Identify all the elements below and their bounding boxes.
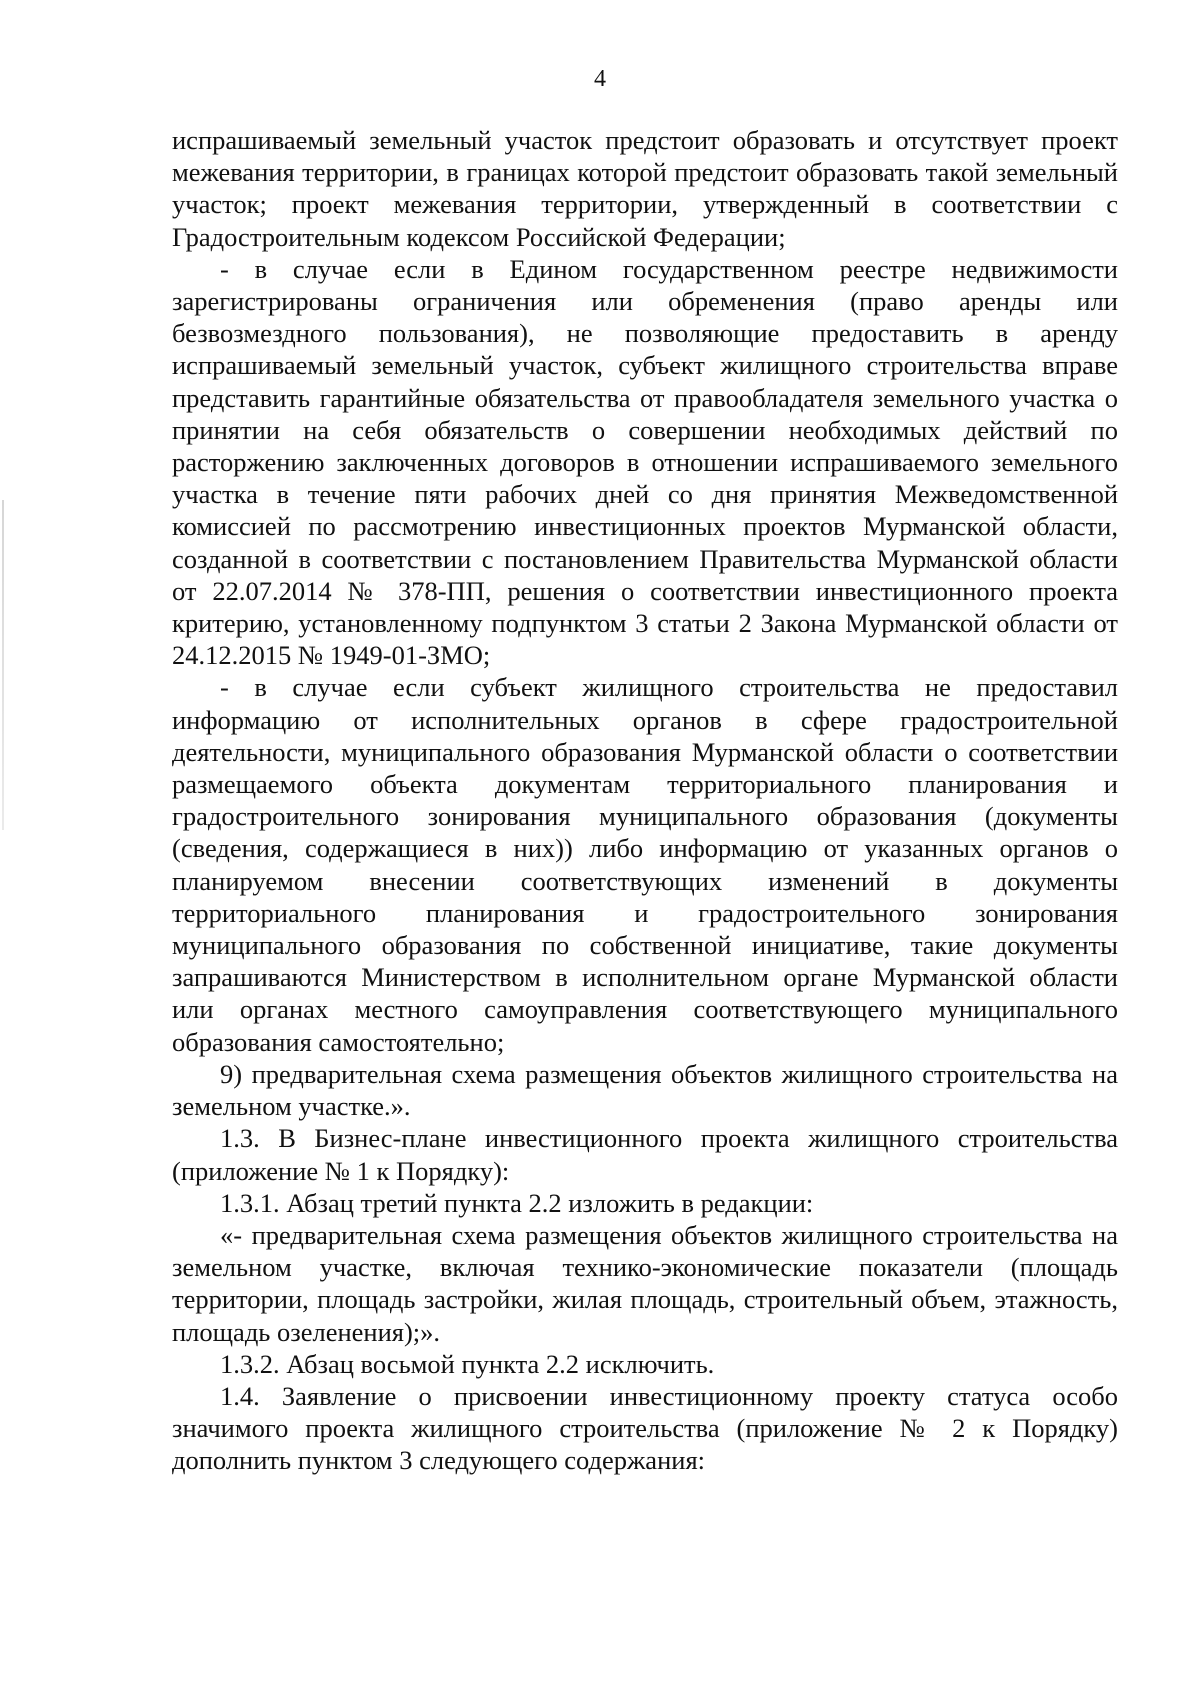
paragraph-urban-planning-clause: - в случае если субъект жилищного строительства не предоставил информацию от исполнительных органов в сфере градостроительной деятельности, муниципального образования Мурманской области о соответствии размещаемого объекта документам территориального планирования и градостроительного зонирования муниципального образования (документы (сведения, содержащиеся в них)) либо информацию от указанных органов о планируемом внесении соответствующих изменений в документы территориального планирования и градостроительного зонирования муниципального образования по собственной инициативе, такие документы запрашиваются Министерством в исполнительном органе Мурманской области или органах местного самоуправления соответствующего муниципального образования самостоятельно; — [172, 672, 1118, 1057]
scan-margin-line — [2, 500, 4, 830]
document-body — [172, 124, 1118, 1477]
paragraph-item-9: 9) предварительная схема размещения объектов жилищного строительства на земельном участке.». — [172, 1058, 1118, 1122]
paragraph-continuation: испрашиваемый земельный участок предстоит образовать и отсутствует проект межевания территории, в границах которой предстоит образовать такой земельный участок; проект межевания территории, утвержденный в соответствии с Градостроительным кодексом Российской Федерации; — [172, 125, 1118, 252]
paragraph-section-1-3: 1.3. В Бизнес-плане инвестиционного проекта жилищного строительства (приложение № 1 к Порядку): — [172, 1123, 1118, 1186]
page-number: 4 — [594, 66, 606, 92]
paragraph-restrictions-clause: - в случае если в Едином государственном реестре недвижимости зарегистрированы ограничения или обременения (право аренды или безвозмездного пользования), не позволяющие предоставить в аренду испрашиваемый земельный участок, субъект жилищного строительства вправе представить гарантийные обязательства от правообладателя земельного участка о принятии на себя обязательств о совершении необходимых действий по расторжению заключенных договоров в отношении испрашиваемого земельного участка в течение пяти рабочих дней со дня принятия Межведомственной комиссией по рассмотрению инвестиционных проектов Мурманской области, созданной в соответствии с постановлением Правительства Мурманской области от 22.07.2014 № 378-ПП, решения о соответствии инвестиционного проекта критерию, установленному подпунктом 3 статьи 2 Закона Мурманской области от 24.12.2015 № 1949-01-ЗМО; — [172, 253, 1118, 671]
paragraph-section-1-3-2: 1.3.2. Абзац восьмой пункта 2.2 исключить. — [220, 1348, 715, 1379]
paragraph-quoted-amendment: «- предварительная схема размещения объектов жилищного строительства на земельном участке, включая технико-экономические показатели (площадь территории, площадь застройки, жилая площадь, строительный объем, этажность, площадь озеленения);». — [172, 1219, 1118, 1347]
paragraph-section-1-4: 1.4. Заявление о присвоении инвестиционному проекту статуса особо значимого проекта жилищного строительства (приложение № 2 к Порядку) дополнить пунктом 3 следующего содержания: — [172, 1380, 1118, 1476]
paragraph-section-1-3-1: 1.3.1. Абзац третий пункта 2.2 изложить в редакции: — [220, 1187, 814, 1218]
